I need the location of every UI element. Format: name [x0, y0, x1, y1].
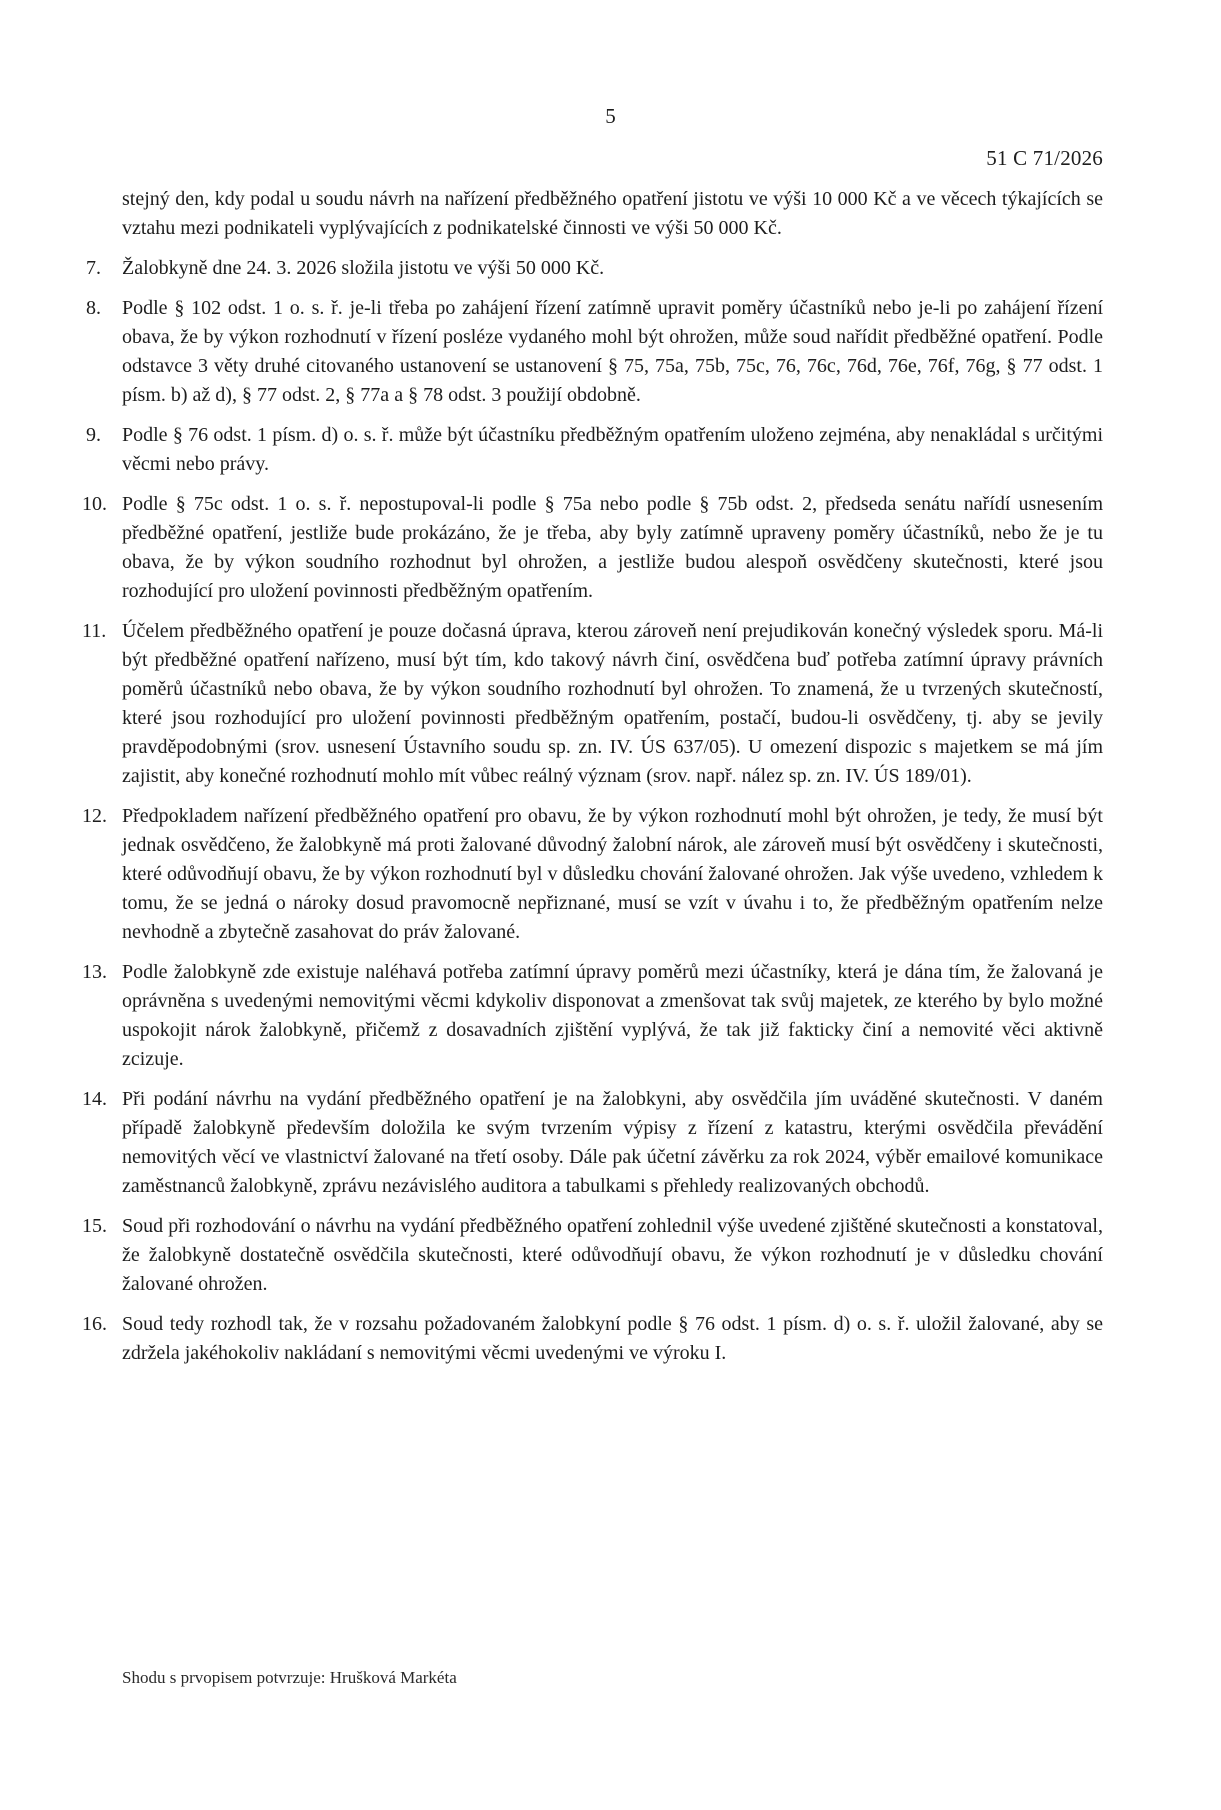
paragraph-text: Soud při rozhodování o návrhu na vydání předběžného opatření zohlednil výše uvedené zjištěné skutečnosti a konstatoval, že žalobkyně dostatečně osvědčila skutečnosti, které odůvodňují obavu, že výkon rozhodnutí je v důsledku chování žalované ohrožen. — [122, 1215, 1103, 1295]
numbered-paragraph-13 — [82, 958, 1103, 1074]
paragraph-number: 11. — [82, 620, 107, 642]
numbered-paragraph-15 — [82, 1212, 1103, 1299]
numbered-paragraph-10 — [82, 490, 1103, 606]
paragraph-text: Podle § 76 odst. 1 písm. d) o. s. ř. může být účastníku předběžným opatřením uloženo zejména, aby nenakládal s určitými věcmi nebo právy. — [122, 424, 1103, 475]
document-body — [82, 185, 1103, 1379]
paragraph-text: Při podání návrhu na vydání předběžného opatření je na žalobkyni, aby osvědčila jím uváděné skutečnosti. V daném případě žalobkyně především doložila ke svým tvrzením výpisy z řízení z katastru, kterými osvědčila převádění nemovitých věcí ve vlastnictví žalované na třetí osoby. Dále pak účetní závěrku za rok 2024, výběr emailové komunikace zaměstnanců žalobkyně, zprávu nezávislého auditora a tabulkami s přehledy realizovaných obchodů. — [122, 1088, 1103, 1197]
paragraph-number: 12. — [82, 805, 107, 827]
numbered-paragraph-9 — [86, 421, 1103, 479]
paragraph-text: Podle § 102 odst. 1 o. s. ř. je-li třeba po zahájení řízení zatímně upravit poměry účastníků nebo je-li po zahájení řízení obava, že by výkon rozhodnutí v řízení posléze vydaného mohl být ohrožen, může soud nařídit předběžné opatření. Podle odstavce 3 věty druhé citovaného ustanovení se ustanovení § 75, 75a, 75b, 75c, 76, 76c, 76d, 76e, 76f, 76g, § 77 odst. 1 písm. b) až d), § 77 odst. 2, § 77a a § 78 odst. 3 použijí obdobně. — [122, 297, 1103, 406]
paragraph-number: 15. — [82, 1215, 107, 1237]
numbered-paragraph-8 — [86, 294, 1103, 410]
numbered-paragraph-12 — [82, 802, 1103, 947]
paragraph-number: 13. — [82, 961, 107, 983]
numbered-paragraph-14 — [82, 1085, 1103, 1201]
paragraph-text: Předpokladem nařízení předběžného opatření pro obavu, že by výkon rozhodnutí mohl být ohrožen, je tedy, že musí být jednak osvědčeno, že žalobkyně má proti žalované důvodný žalobní nárok, ale zároveň musí být osvědčeny i skutečnosti, které odůvodňují obavu, že by výkon rozhodnutí byl v důsledku chování žalované ohrožen. Jak výše uvedeno, vzhledem k tomu, že se jedná o nároky dosud pravomocně nepřiznané, musí se vzít v úvahu i to, že předběžným opatřením nelze nevhodně a zbytečně zasahovat do práv žalované. — [122, 805, 1103, 943]
paragraph-text: Žalobkyně dne 24. 3. 2026 složila jistotu ve výši 50 000 Kč. — [122, 257, 605, 279]
paragraph-number: 10. — [82, 493, 107, 515]
paragraph-number: 16. — [82, 1313, 107, 1335]
paragraph-text: Účelem předběžného opatření je pouze dočasná úprava, kterou zároveň není prejudikován konečný výsledek sporu. Má-li být předběžné opatření nařízeno, musí být tím, kdo takový návrh činí, osvědčena buď potřeba zatímní úpravy právních poměrů účastníků nebo obava, že by výkon soudního rozhodnutí byl ohrožen. To znamená, že u tvrzených skutečností, které jsou rozhodující pro uložení povinnosti předběžným opatřením, postačí, budou-li osvědčeny, tj. aby se jevily pravděpodobnými (srov. usnesení Ústavního soudu sp. zn. IV. ÚS 637/05). U omezení dispozic s majetkem se má jím zajistit, aby konečné rozhodnutí mohlo mít vůbec reálný význam (srov. např. nález sp. zn. IV. ÚS 189/01). — [122, 620, 1103, 787]
certification-footer: Shodu s prvopisem potvrzuje: Hrušková Markéta — [122, 1668, 457, 1687]
paragraph-text: Podle § 75c odst. 1 o. s. ř. nepostupoval-li podle § 75a nebo podle § 75b odst. 2, předseda senátu nařídí usnesením předběžné opatření, jestliže bude prokázáno, že je třeba, aby byly zatímně upraveny poměry účastníků, nebo že je tu obava, že by výkon soudního rozhodnut byl ohrožen, a jestliže budou alespoň osvědčeny skutečnosti, které jsou rozhodující pro uložení povinnosti předběžným opatřením. — [122, 493, 1103, 602]
continuation-paragraph: stejný den, kdy podal u soudu návrh na nařízení předběžného opatření jistotu ve výši 10 000 Kč a ve věcech týkajících se vztahu mezi podnikateli vyplývajících z podnikatelské činnosti ve výši 50 000 Kč. — [122, 188, 1103, 239]
paragraph-text: Soud tedy rozhodl tak, že v rozsahu požadovaném žalobkyní podle § 76 odst. 1 písm. d) o. s. ř. uložil žalované, aby se zdržela jakéhokoliv nakládaní s nemovitými věcmi uvedenými ve výroku I. — [122, 1313, 1103, 1364]
numbered-paragraph-7 — [86, 254, 1103, 283]
paragraph-number: 9. — [86, 424, 101, 446]
paragraph-text: Podle žalobkyně zde existuje naléhavá potřeba zatímní úpravy poměrů mezi účastníky, která je dána tím, že žalovaná je oprávněna s uvedenými nemovitými věcmi kdykoliv disponovat a zmenšovat tak svůj majetek, ze kterého by bylo možné uspokojit nárok žalobkyně, přičemž z dosavadních zjištění vyplývá, že tak již fakticky činí a nemovité věci aktivně zcizuje. — [122, 961, 1103, 1070]
numbered-paragraph-16 — [82, 1310, 1103, 1368]
paragraph-number: 7. — [86, 257, 101, 279]
numbered-paragraph-11 — [82, 617, 1103, 791]
case-number: 51 C 71/2026 — [986, 146, 1103, 170]
page-number: 5 — [605, 104, 616, 128]
paragraph-number: 14. — [82, 1088, 107, 1110]
paragraph-number: 8. — [86, 297, 101, 319]
